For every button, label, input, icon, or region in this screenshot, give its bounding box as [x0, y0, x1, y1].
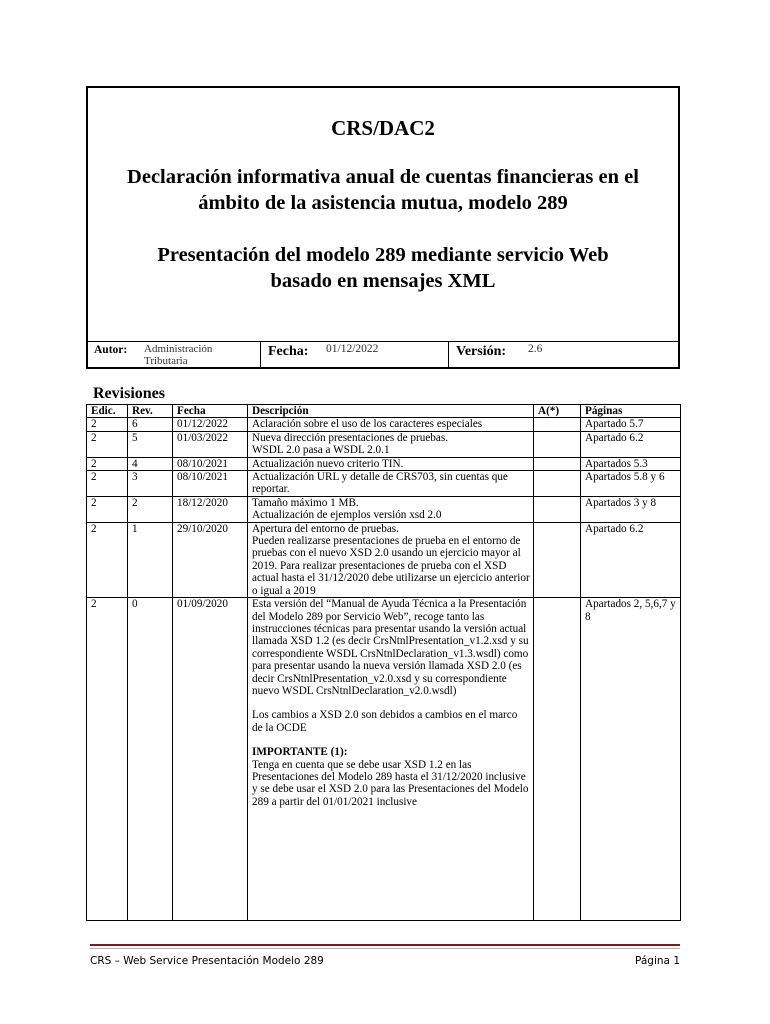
- header-paginas: Páginas: [581, 405, 681, 418]
- desc-text: Actualización nuevo criterio TIN.: [252, 457, 404, 470]
- cell-paginas: [581, 522, 681, 597]
- document-code-title: CRS/DAC2: [331, 116, 435, 140]
- desc-text: Tamaño máximo 1 MB.: [252, 496, 359, 509]
- footer-page-number: Página 1: [635, 955, 680, 967]
- desc-text: Nueva dirección presentaciones de pruebas.: [252, 431, 449, 444]
- cell-fecha: 01/12/2022: [173, 418, 248, 431]
- pages-text: Apartado 6.2: [585, 431, 644, 444]
- table-row: [87, 496, 681, 522]
- pages-text: Apartados 2, 5,6,7 y 8: [585, 598, 676, 623]
- cell-a: [534, 496, 581, 522]
- cell-a: [534, 418, 581, 431]
- table-row: [87, 598, 681, 921]
- cell-rev: 4: [128, 457, 173, 470]
- cell-paginas: [581, 418, 681, 431]
- table-row: [87, 522, 681, 597]
- cell-edic: 2: [87, 496, 128, 522]
- cell-edic: 2: [87, 418, 128, 431]
- header-rev: Rev.: [128, 405, 173, 418]
- cell-paginas: [581, 496, 681, 522]
- desc-text: Aclaración sobre el uso de los caracteres especiales: [252, 418, 483, 431]
- cell-a: [534, 457, 581, 470]
- cell-rev: 2: [128, 496, 173, 522]
- cell-fecha: 08/10/2021: [173, 457, 248, 470]
- pages-text: Apartados 3 y 8: [585, 496, 657, 509]
- cell-fecha: 29/10/2020: [173, 522, 248, 597]
- author-value: [144, 343, 212, 367]
- cell-edic: 2: [87, 431, 128, 457]
- cell-a: [534, 522, 581, 597]
- cover-title-area: [88, 88, 678, 342]
- footer-divider: [90, 944, 680, 946]
- cover-box: [86, 86, 680, 369]
- cell-descripcion: [248, 471, 534, 497]
- desc-text: Los cambios a XSD 2.0 son debidos a cambios en el marco de la OCDE: [252, 709, 518, 734]
- date-label: Fecha:: [268, 344, 309, 359]
- desc-text: Actualización de ejemplos versión xsd 2.0: [252, 509, 442, 522]
- cell-paginas: [581, 598, 681, 921]
- subtitle-line-1: Declaración informativa anual de cuentas financieras en el: [127, 166, 639, 188]
- cell-descripcion: [248, 496, 534, 522]
- version-label: Versión:: [456, 344, 507, 359]
- cell-descripcion: [248, 431, 534, 457]
- date-value: 01/12/2022: [326, 343, 379, 355]
- cell-a: [534, 471, 581, 497]
- author-line-2: Tributaria: [144, 355, 188, 367]
- cell-paginas: [581, 431, 681, 457]
- heading-line-2: basado en mensajes XML: [270, 270, 496, 292]
- cell-descripcion: [248, 457, 534, 470]
- important-heading: IMPORTANTE (1):: [252, 746, 348, 759]
- author-label: Autor:: [94, 344, 128, 356]
- cell-fecha: 08/10/2021: [173, 471, 248, 497]
- pages-text: Apartado 5.7: [585, 418, 644, 431]
- cell-descripcion: [248, 522, 534, 597]
- cell-fecha: 01/09/2020: [173, 598, 248, 921]
- cell-descripcion: [248, 418, 534, 431]
- pages-text: Apartados 5.8 y 6: [585, 471, 665, 484]
- cell-descripcion: [248, 598, 534, 921]
- table-row: [87, 471, 681, 497]
- date-cell: [260, 341, 449, 367]
- document-subtitle: [98, 164, 668, 216]
- version-cell: [448, 341, 678, 367]
- header-descripcion: Descripción: [248, 405, 534, 418]
- cell-edic: 2: [87, 457, 128, 470]
- cell-paginas: [581, 457, 681, 470]
- cell-rev: 3: [128, 471, 173, 497]
- table-row: [87, 431, 681, 457]
- cell-rev: 0: [128, 598, 173, 921]
- desc-text: WSDL 2.0 pasa a WSDL 2.0.1: [252, 444, 390, 457]
- header-a: A(*): [534, 405, 581, 418]
- metadata-row: [88, 341, 678, 367]
- header-fecha: Fecha: [173, 405, 248, 418]
- heading-line-1: Presentación del modelo 289 mediante servicio Web: [157, 244, 609, 266]
- cell-a: [534, 598, 581, 921]
- cell-paginas: [581, 471, 681, 497]
- pages-text: Apartados 5.3: [585, 457, 648, 470]
- document-heading: [98, 242, 668, 294]
- author-cell: [88, 341, 261, 367]
- footer-document-name: CRS – Web Service Presentación Modelo 289: [90, 955, 324, 967]
- desc-text: Tenga en cuenta que se debe usar XSD 1.2 en las Presentaciones del Modelo 289 hasta el 31/12/2020 inclusive y se debe usar el XSD 2.0 para las Presentaciones del Modelo 289 a partir del 01/01/2021 inclusive: [252, 758, 529, 808]
- cell-edic: 2: [87, 471, 128, 497]
- cell-fecha: 18/12/2020: [173, 496, 248, 522]
- cell-edic: 2: [87, 522, 128, 597]
- header-edic: Edic.: [87, 405, 128, 418]
- cell-a: [534, 431, 581, 457]
- cell-rev: 6: [128, 418, 173, 431]
- desc-text: Esta versión del “Manual de Ayuda Técnica a la Presentación del Modelo 289 por Servicio Web”, recoge tanto las instrucciones técnicas para presentar usando la versión actual llamada XSD 1.2 (es decir CrsNtnlPresentation_v1.2.xsd y su correspondiente WSDL CrsNtnlDeclaration_v1.3.wsdl) como para presentar usando la nueva versión llamada XSD 2.0 (es decir CrsNtnlPresentation_v2.0.xsd y su correspondiente nuevo WSDL CrsNtnlDeclaration_v2.0.wsdl): [252, 598, 529, 697]
- table-row: [87, 418, 681, 431]
- version-value: 2.6: [528, 343, 543, 355]
- table-row: [87, 457, 681, 470]
- desc-text: Actualización URL y detalle de CRS703, sin cuentas que reportar.: [252, 471, 508, 496]
- subtitle-line-2: ámbito de la asistencia mutua, modelo 289: [198, 192, 568, 214]
- revisions-table: [86, 404, 681, 921]
- footer-divider-thin: [90, 948, 680, 949]
- desc-text: Pueden realizarse presentaciones de prueba en el entorno de pruebas con el nuevo XSD 2.0 usando un ejercicio mayor al 2019. Para realizar presentaciones de prueba con el XSD actual hasta el 31/12/2020 debe utilizarse un ejercicio anterior o igual a 2019: [252, 535, 530, 597]
- cell-fecha: 01/03/2022: [173, 431, 248, 457]
- revisions-title: Revisiones: [93, 385, 165, 402]
- author-line-1: Administración: [144, 343, 213, 355]
- table-header-row: [87, 405, 681, 418]
- cell-edic: 2: [87, 598, 128, 921]
- cell-rev: 1: [128, 522, 173, 597]
- pages-text: Apartado 6.2: [585, 522, 644, 535]
- cell-rev: 5: [128, 431, 173, 457]
- desc-text: Apertura del entorno de pruebas.: [252, 522, 399, 535]
